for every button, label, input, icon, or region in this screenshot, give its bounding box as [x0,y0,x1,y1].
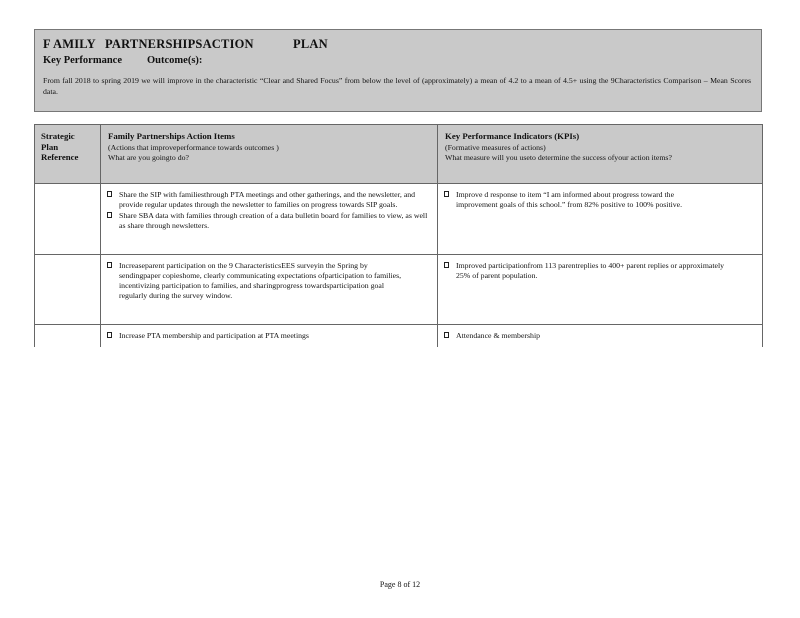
list-item [444,261,732,281]
list-item [444,190,702,210]
kpi-header-question: What measure will you useto determine the success ofyour action items? [445,153,672,162]
action-item-text: Share the SIP with familiesthrough PTA meetings and other gatherings, and the newsletter, and provide regular updates through the newsletter to families on progress towards SIP goals. [119,190,416,209]
checkbox-bullet-icon [107,212,112,218]
strategic-plan-reference-cell [35,184,101,255]
action-item-text: Increase PTA membership and participation at PTA meetings [119,331,309,340]
page-number: Page 8 of 12 [379,580,421,589]
goal-statement: From fall 2018 to spring 2019 we will improve in the characteristic “Clear and Shared Focus” from below the level of (approximately) a mean of 4.2 to a mean of 4.5+ using the 9Characteristics Comparison – Mean Scores data. [43,76,751,96]
list-item [107,331,429,341]
kpi-header [438,125,763,184]
kpi-header-title: Key Performance Indicators (KPIs) [445,131,580,141]
kpi-text: Improved participationfrom 113 parentreplies to 400+ parent replies or approximately 25% of parent population. [456,261,725,280]
kpi-cell [438,184,763,255]
kpi-text: Improve d response to item “I am informed about progress toward the improvement goals of this school.” from 82% positive to 100% positive. [456,190,683,209]
checkbox-bullet-icon [444,262,449,268]
title-part-1: F AMILY [43,37,96,51]
table-row [35,184,763,255]
strategic-plan-reference-cell [35,325,101,348]
checkbox-bullet-icon [107,191,112,197]
document-title [43,37,328,52]
key-performance-outcomes-heading [43,55,202,66]
action-items-header-title: Family Partnerships Action Items [108,131,235,141]
kpi-cell [438,255,763,325]
action-item-text: Share SBA data with families through creation of a data bulletin board for families to view, as well as share through newsletters. [119,211,428,230]
kpi-header-subtitle: (Formative measures of actions) [445,142,546,152]
table-row [35,255,763,325]
strategic-plan-reference-cell [35,255,101,325]
list-item [107,190,429,210]
kpo-part-2: Outcome(s): [147,55,203,66]
list-item [107,211,429,231]
col1-header-line-1: Strategic [41,131,75,141]
action-items-header-subtitle: (Actions that improveperformance towards outcomes ) [108,142,279,152]
checkbox-bullet-icon [107,332,112,338]
kpi-text: Attendance & membership [456,331,541,340]
checkbox-bullet-icon [107,262,112,268]
plan-header-box [34,29,762,112]
action-items-cell [101,255,438,325]
action-items-header-question: What are you goingto do? [108,153,189,162]
action-items-header [101,125,438,184]
action-item-text: Increaseparent participation on the 9 CharacteristicsEES surveyin the Spring by sendingpaper copieshome, clearly communicating expectations ofparticipation to families, incentivizing participation to families, and sharingprogress towardsparticipation goal regularly during the survey window. [119,261,402,300]
list-item [107,261,409,301]
col1-header-line-2: Plan [41,141,59,152]
list-item [444,331,754,341]
checkbox-bullet-icon [444,191,449,197]
title-part-3: PLAN [293,37,328,51]
kpo-part-1: Key Performance [43,55,123,66]
kpi-cell [438,325,763,348]
strategic-plan-reference-header [35,125,101,184]
action-plan-table [34,124,763,347]
checkbox-bullet-icon [444,332,449,338]
action-items-cell [101,184,438,255]
table-row [35,325,763,348]
col1-header-line-3: Reference [41,152,79,162]
action-items-cell [101,325,438,348]
title-part-2: PARTNERSHIPSACTION [105,37,254,51]
